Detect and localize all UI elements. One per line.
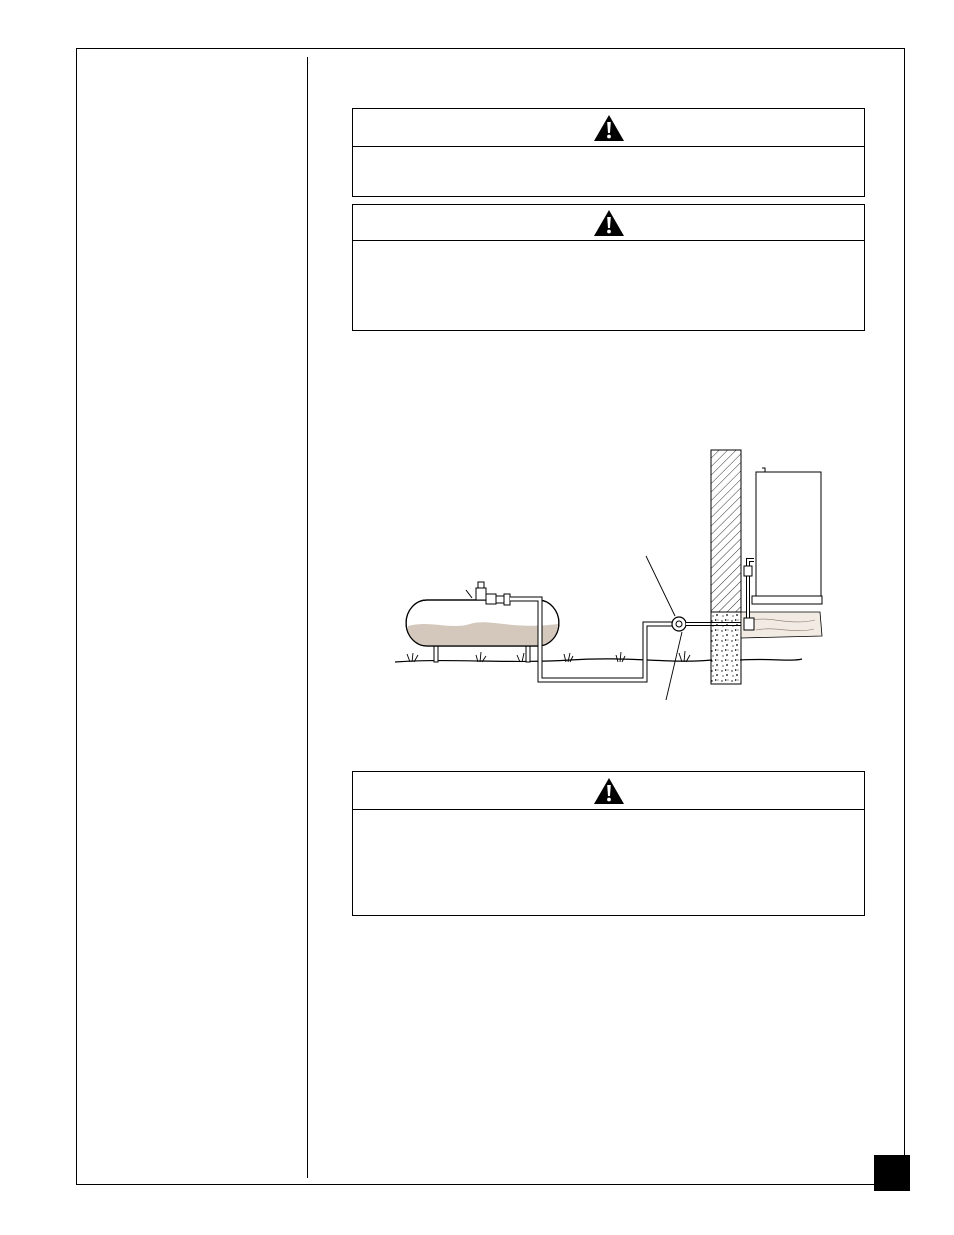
warning-box-3 [352,771,865,916]
warning-triangle-icon [593,114,625,142]
warning-body [353,810,864,822]
warning-box-1 [352,108,865,197]
warning-triangle-icon [593,777,625,805]
warning-header [353,772,864,810]
warning-triangle-icon [593,209,625,237]
warning-header [353,109,864,147]
warning-header [353,205,864,241]
tank-leg [434,646,438,662]
warning-body [353,147,864,159]
warning-box-2 [352,204,865,331]
column-divider [307,57,308,1178]
house-wall [711,450,741,612]
heater-appliance [752,468,822,604]
shutoff-valve [744,566,752,576]
warning-body [353,241,864,253]
propane-tank [406,600,559,646]
page-number-tab [874,1155,910,1191]
callout-leader-upper [646,556,675,616]
tee-fitting [744,618,754,630]
second-stage-regulator [672,617,686,631]
callout-leader-lower [666,632,682,700]
foundation [711,612,741,684]
propane-supply-diagram [390,448,830,706]
tank-leg [526,646,530,662]
